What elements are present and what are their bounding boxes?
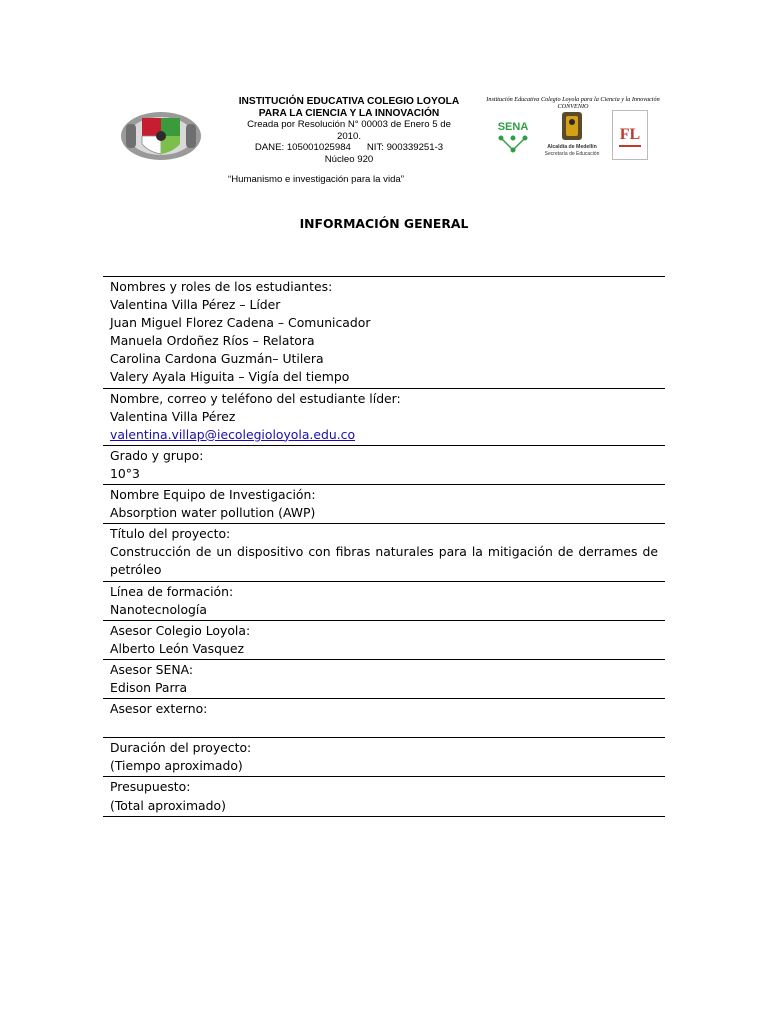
line-row [103, 582, 665, 621]
advisor-school-value: Alberto León Vasquez [110, 640, 244, 656]
advisor-external-row [103, 699, 665, 738]
grade-label: Grado y grupo: [110, 447, 204, 463]
grade-value: 10°3 [110, 465, 140, 481]
team-row [103, 485, 665, 524]
line-value: Nanotecnología [110, 601, 207, 617]
project-label: Título del proyecto: [110, 526, 231, 542]
leader-email-link[interactable]: valentina.villap@iecolegioloyola.edu.co [110, 426, 356, 442]
duration-label: Duración del proyecto: [110, 740, 252, 756]
students-label: Nombres y roles de los estudiantes: [110, 279, 333, 294]
student-line: Manuela Ordoñez Ríos – Relatora [110, 333, 315, 349]
alcaldia-logo-text-1: Alcaldía de Medellín [547, 144, 597, 150]
advisor-school-row [103, 621, 665, 660]
institution-motto: “Humanismo e investigación para la vida” [228, 174, 404, 185]
page-title: INFORMACIÓN GENERAL [299, 216, 469, 231]
leader-row [103, 389, 665, 446]
budget-value: (Total aproximado) [110, 797, 226, 813]
duration-value: (Tiempo aproximado) [110, 758, 243, 774]
advisor-sena-value: Edison Parra [110, 679, 188, 695]
line-label: Línea de formación: [110, 583, 234, 599]
advisor-external-label: Asesor externo: [110, 701, 208, 717]
student-line: Valentina Villa Pérez – Líder [110, 297, 281, 313]
general-info-table [103, 276, 665, 817]
alcaldia-logo-text-2: Secretaría de Educación [544, 151, 600, 157]
budget-label: Presupuesto: [110, 779, 191, 795]
alcaldia-medellin-logo [535, 110, 609, 158]
fl-logo-text: FL [619, 126, 641, 143]
sena-logo-text: SENA [497, 121, 529, 133]
student-line: Juan Miguel Florez Cadena – Comunicador [110, 315, 371, 331]
project-title-value: Construcción de un dispositivo con fibras naturales para la mitigación de derrames de petróleo [110, 544, 658, 578]
partners-title-line-1: Institución Educativa Colegio Loyola para la Ciencia y la Innovación [486, 96, 660, 103]
project-row [103, 524, 665, 581]
team-label: Nombre Equipo de Investigación: [110, 487, 316, 503]
partners-title [484, 96, 662, 110]
leader-label: Nombre, correo y teléfono del estudiante líder: [110, 390, 401, 406]
nucleo-line: Núcleo 920 [324, 153, 374, 165]
students-row [103, 277, 665, 389]
advisor-school-label: Asesor Colegio Loyola: [110, 622, 251, 638]
partners-title-line-2: CONVENIO [557, 103, 589, 110]
sena-logo [490, 118, 536, 156]
school-crest-logo [116, 106, 206, 164]
dane-nit-line: DANE: 105001025984 NIT: 900339251-3 [254, 142, 444, 153]
resolution-line-1: Creada por Resolución N° 00003 de Enero 5 de [247, 119, 451, 130]
leader-name: Valentina Villa Pérez [110, 408, 236, 424]
resolution-line-2: 2010. [336, 130, 361, 142]
institution-header [228, 96, 470, 165]
budget-row [103, 777, 665, 816]
institution-name-line-1: INSTITUCIÓN EDUCATIVA COLEGIO LOYOLA [238, 96, 460, 107]
advisor-external-value [110, 718, 658, 736]
student-line: Carolina Cardona Guzmán– Utilera [110, 351, 324, 367]
institution-name-line-2: PARA LA CIENCIA Y LA INNOVACIÓN [258, 107, 440, 119]
grade-row [103, 446, 665, 485]
fl-logo [612, 110, 648, 160]
advisor-sena-label: Asesor SENA: [110, 661, 194, 677]
student-line: Valery Ayala Higuita – Vigía del tiempo [110, 369, 350, 385]
advisor-sena-row [103, 660, 665, 699]
duration-row [103, 738, 665, 777]
team-value: Absorption water pollution (AWP) [110, 505, 316, 521]
